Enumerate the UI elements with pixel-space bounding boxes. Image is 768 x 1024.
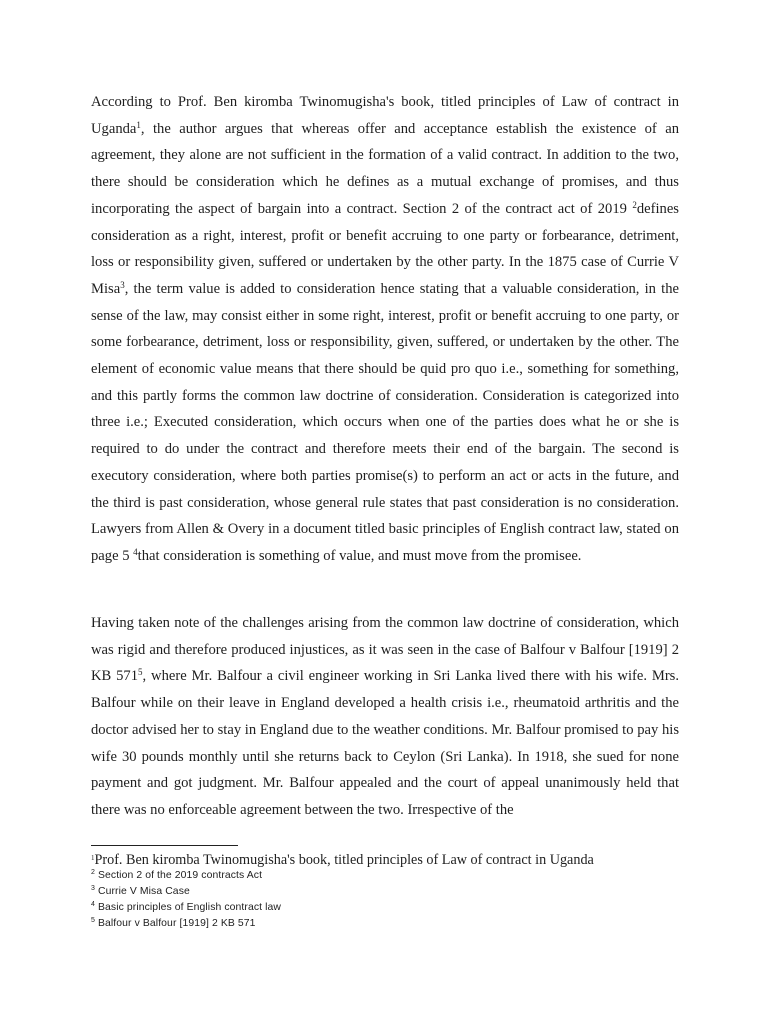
paragraph-consideration-definition [91,89,679,570]
paragraph1-text-part3: defines consideration as a right, interest, profit or benefit accruing to one party or forbearance, detriment, loss or responsibility given, suffered or undertaken by the other party. In the 1875 case of Currie V Misa [91,200,679,297]
paragraph2-text-part2: , where Mr. Balfour a civil engineer working in Sri Lanka lived there with his wife. Mrs. Balfour while on their leave in England developed a health crisis i.e., rheumatoid arthritis and the doctor advised her to stay in England due to the weather conditions. Mr. Balfour promised to pay his wife 30 pounds monthly until she returns back to Ceylon (Sri Lanka). In 1918, she sued for none payment and got judgment. Mr. Balfour appealed and the court of appeal unanimously held that there was no enforceable agreement between the two. Irrespective of the [91,668,680,818]
footnote-2-number: 2 [91,869,95,876]
footnote-1 [91,852,691,868]
paragraph1-text-part5: that consideration is something of value, and must move from the promisee. [137,547,582,564]
footnote-ref-1: 1 [136,119,141,130]
footnote-3-number: 3 [91,885,95,892]
footnote-4-number: 4 [91,901,95,908]
footnote-2 [91,868,691,884]
footnote-3-text: Currie V Misa Case [95,886,190,897]
footnote-ref-5: 5 [138,667,143,678]
footnote-1-text: Prof. Ben kiromba Twinomugisha's book, titled principles of Law of contract in Uganda [94,852,594,868]
footnote-5 [91,916,691,932]
footnote-separator [91,845,238,846]
footnote-1-number: 1 [91,854,95,862]
footnote-2-text: Section 2 of the 2019 contracts Act [95,870,263,881]
footnote-ref-3: 3 [120,279,125,290]
footnote-5-text: Balfour v Balfour [1919] 2 KB 571 [95,918,256,929]
footnote-ref-2: 2 [632,199,637,210]
paragraph1-text-part1: According to Prof. Ben kiromba Twinomugisha's book, titled principles of Law of contract in Uganda [91,94,679,137]
paragraph-balfour-case [91,610,679,824]
footnote-ref-4: 4 [133,546,138,557]
footnote-5-number: 5 [91,917,95,924]
footnotes-section [91,852,691,932]
paragraph1-text-part4: , the term value is added to consideration hence stating that a valuable consideration, in the sense of the law, may consist either in some right, interest, profit or benefit accruing to one party, or some forbearance, detriment, loss or responsibility, given, suffered, or undertaken by the other. The element of economic value means that there should be quid pro quo i.e., something for something, and this partly forms the common law doctrine of consideration. Consideration is categorized into three i.e.; Executed consideration, which occurs when one of the parties does what he or she is required to do under the contract and therefore meets their end of the bargain. The second is executory consideration, where both parties promise(s) to perform an act or acts in the future, and the third is past consideration, whose general rule states that past consideration is no consideration. Lawyers from Allen & Overy in a document titled basic principles of English contract law, stated on page 5 [91,280,679,564]
paragraph1-text-part2: , the author argues that whereas offer and acceptance establish the existence of an agreement, they alone are not sufficient in the formation of a valid contract. In addition to the two, there should be consideration which he defines as a mutual exchange of promises, and thus incorporating the aspect of bargain into a contract. Section 2 of the contract act of 2019 [91,120,679,217]
paragraph2-text-part1: Having taken note of the challenges arising from the common law doctrine of consideration, which was rigid and therefore produced injustices, as it was seen in the case of Balfour v Balfour [1919] 2 KB 571 [91,615,679,685]
footnote-4-text: Basic principles of English contract law [95,902,282,913]
footnote-4 [91,900,691,916]
footnote-3 [91,884,691,900]
